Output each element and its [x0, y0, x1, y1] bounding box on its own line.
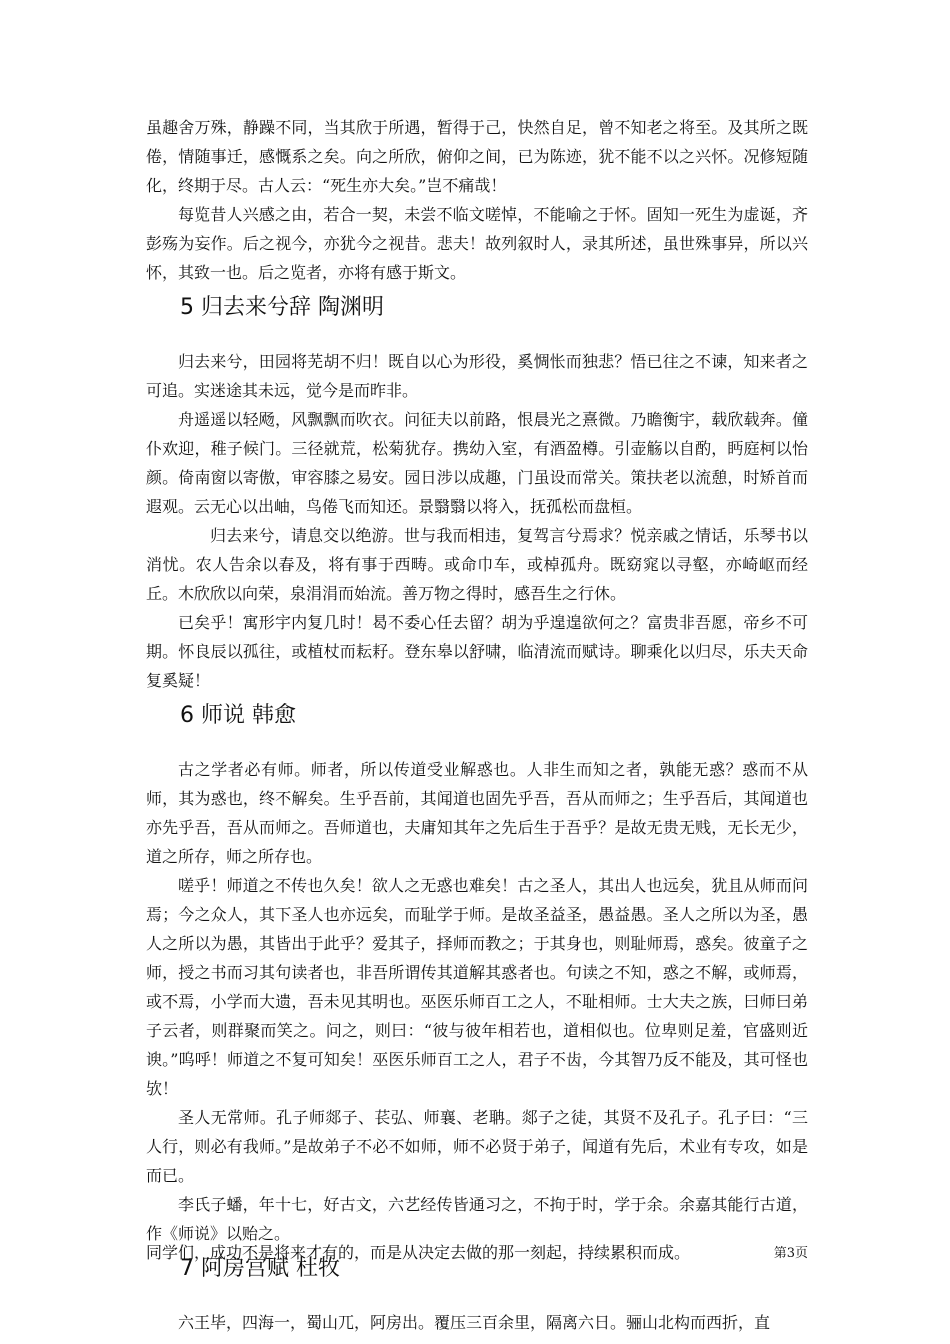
paragraph: 已矣乎！寓形宇内复几时！曷不委心任去留？胡为乎遑遑欲何之？富贵非吾愿，帝乡不可期。怀良辰以孤往，或植杖而耘耔。登东皋以舒啸，临清流而赋诗。聊乘化以归尽，乐夫天命复奚疑！ [146, 613, 808, 690]
section-heading: 7 阿房宫赋 杜牧 [180, 1256, 340, 1281]
paragraph: 圣人无常师。孔子师郯子、苌弘、师襄、老聃。郯子之徒，其贤不及孔子。孔子曰：“三人行，则必有我师。”是故弟子不必不如师，师不必贤于弟子，闻道有先后，术业有专攻，如是而已。 [146, 1108, 808, 1185]
paragraph: 虽趣舍万殊，静躁不同，当其欣于所遇，暂得于己，快然自足，曾不知老之将至。及其所之既倦，情随事迁，感慨系之矣。向之所欣，俯仰之间，已为陈迹，犹不能不以之兴怀。况修短随化，终期于尽。古人云：“死生亦大矣。”岂不痛哉！ [146, 118, 808, 195]
page-number: 第3页 [773, 1246, 808, 1261]
paragraph: 古之学者必有师。师者，所以传道受业解惑也。人非生而知之者，孰能无惑？惑而不从师，其为惑也，终不解矣。生乎吾前，其闻道也固先乎吾，吾从而师之；生乎吾后，其闻道也亦先乎吾，吾从而师之。吾师道也，夫庸知其年之先后生于吾乎？是故无贵无贱，无长无少，道之所存，师之所存也。 [146, 760, 808, 866]
section-heading: 5 归去来兮辞 陶渊明 [180, 295, 384, 320]
paragraph: 归去来兮，田园将芜胡不归！既自以心为形役，奚惆怅而独悲？悟已往之不谏，知来者之可追。实迷途其未远，觉今是而昨非。 [146, 352, 808, 400]
document-body [146, 113, 808, 1337]
paragraph: 李氏子蟠，年十七，好古文，六艺经传皆通习之，不拘于时，学于余。余嘉其能行古道，作《师说》以贻之。 [146, 1195, 808, 1243]
paragraph: 六王毕，四海一，蜀山兀，阿房出。覆压三百余里，隔离六日。骊山北构而西折，直 [178, 1313, 771, 1332]
footer-quote: 同学们，成功不是将来才有的，而是从决定去做的那一刻起，持续累积而成。 [146, 1243, 691, 1262]
paragraph: 归去来兮，请息交以绝游。世与我而相违，复驾言兮焉求？悦亲戚之情话，乐琴书以消忧。农人告余以春及，将有事于西畴。或命巾车，或棹孤舟。既窈窕以寻壑，亦崎岖而经丘。木欣欣以向荣，泉涓涓而始流。善万物之得时，感吾生之行休。 [146, 526, 808, 603]
paragraph: 舟遥遥以轻飏，风飘飘而吹衣。问征夫以前路，恨晨光之熹微。乃瞻衡宇，载欣载奔。僮仆欢迎，稚子候门。三径就荒，松菊犹存。携幼入室，有酒盈樽。引壶觞以自酌，眄庭柯以怡颜。倚南窗以寄傲，审容膝之易安。园日涉以成趣，门虽设而常关。策扶老以流憩，时矫首而遐观。云无心以出岫，鸟倦飞而知还。景翳翳以将入，抚孤松而盘桓。 [146, 410, 808, 516]
paragraph: 嗟乎！师道之不传也久矣！欲人之无惑也难矣！古之圣人，其出人也远矣，犹且从师而问焉；今之众人，其下圣人也亦远矣，而耻学于师。是故圣益圣，愚益愚。圣人之所以为圣，愚人之所以为愚，其皆出于此乎？爱其子，择师而教之；于其身也，则耻师焉，惑矣。彼童子之师，授之书而习其句读者也，非吾所谓传其道解其惑者也。句读之不知，惑之不解，或师焉，或不焉，小学而大遗，吾未见其明也。巫医乐师百工之人，不耻相师。士大夫之族，曰师曰弟子云者，则群聚而笑之。问之，则曰：“彼与彼年相若也，道相似也。位卑则足羞，官盛则近谀。”呜呼！师道之不复可知矣！巫医乐师百工之人，君子不齿，今其智乃反不能及，其可怪也欤！ [146, 876, 808, 1098]
paragraph: 每览昔人兴感之由，若合一契，未尝不临文嗟悼，不能喻之于怀。固知一死生为虚诞，齐彭殇为妄作。后之视今，亦犹今之视昔。悲夫！故列叙时人，录其所述，虽世殊事异，所以兴怀，其致一也。后之览者，亦将有感于斯文。 [146, 205, 808, 282]
section-heading: 6 师说 韩愈 [180, 703, 296, 728]
